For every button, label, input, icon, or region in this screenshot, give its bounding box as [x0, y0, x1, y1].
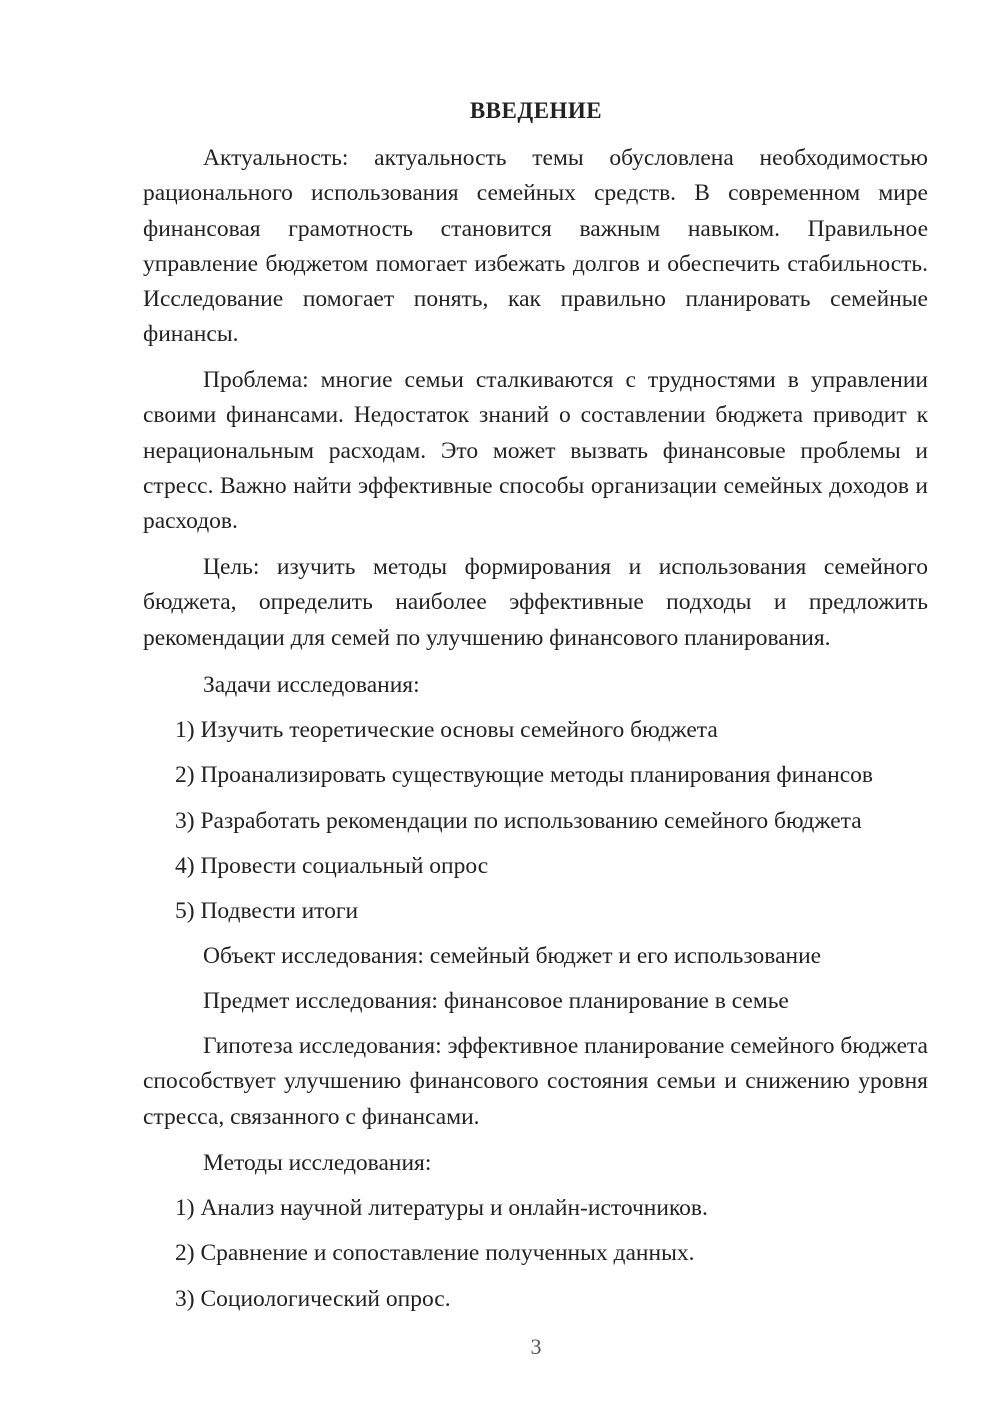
tasks-heading: Задачи исследования: — [203, 672, 420, 698]
task-item: 1) Изучить теоретические основы семейного бюджета — [175, 717, 718, 743]
task-item: 3) Разработать рекомендации по использованию семейного бюджета — [175, 808, 862, 834]
task-item: 2) Проанализировать существующие методы планирования финансов — [175, 762, 874, 788]
method-item: 2) Сравнение и сопоставление полученных данных. — [175, 1240, 695, 1266]
research-object: Объект исследования: семейный бюджет и его использование — [203, 943, 822, 969]
method-item: 3) Социологический опрос. — [175, 1286, 451, 1312]
relevance-paragraph: Актуальность: актуальность темы обусловлена необходимостью рационального использования семейных средств. В современном мире финансовая грамотность становится важным навыком. Правильное управление бюджетом помогает избежать долгов и обеспечить стабильность. Исследование помогает понять, как правильно планировать семейные финансы. — [143, 145, 928, 348]
research-subject: Предмет исследования: финансовое планирование в семье — [203, 988, 789, 1014]
methods-heading: Методы исследования: — [203, 1150, 432, 1176]
goal-paragraph: Цель: изучить методы формирования и использования семейного бюджета, определить наиболее эффективные подходы и предложить рекомендации для семей по улучшению финансового планирования. — [143, 554, 928, 651]
hypothesis-paragraph: Гипотеза исследования: эффективное планирование семейного бюджета способствует улучшению финансового состояния семьи и снижению уровня стресса, связанного с финансами. — [143, 1033, 928, 1130]
problem-paragraph: Проблема: многие семьи сталкиваются с трудностями в управлении своими финансами. Недостаток знаний о составлении бюджета приводит к нерациональным расходам. Это может вызвать финансовые проблемы и стресс. Важно найти эффективные способы организации семейных доходов и расходов. — [143, 367, 928, 535]
method-item: 1) Анализ научной литературы и онлайн-источников. — [175, 1195, 708, 1221]
section-title: ВВЕДЕНИЕ — [469, 98, 603, 123]
task-item: 5) Подвести итоги — [175, 898, 359, 924]
page-number: 3 — [530, 1334, 542, 1359]
task-item: 4) Провести социальный опрос — [175, 853, 489, 879]
